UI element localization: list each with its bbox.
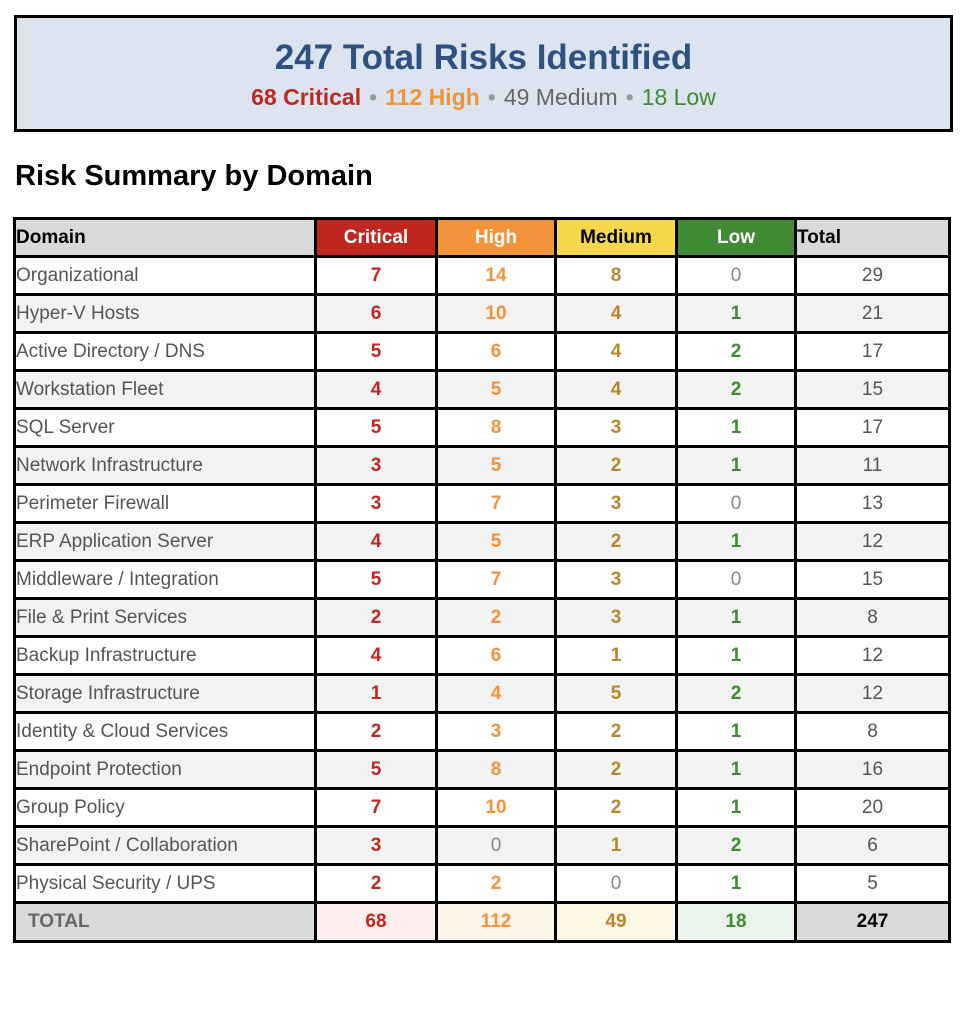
cell-domain: Group Policy (15, 789, 316, 827)
table-row (15, 333, 950, 371)
cell-low: 2 (677, 827, 796, 865)
table-row (15, 371, 950, 409)
cell-medium: 2 (556, 447, 677, 485)
table-row (15, 751, 950, 789)
totals-label: TOTAL (15, 903, 316, 942)
cell-low: 1 (677, 789, 796, 827)
cell-medium: 2 (556, 523, 677, 561)
cell-low: 1 (677, 295, 796, 333)
header-row (15, 219, 950, 257)
cell-medium: 2 (556, 751, 677, 789)
cell-critical: 6 (316, 295, 437, 333)
table-row (15, 409, 950, 447)
cell-domain: SharePoint / Collaboration (15, 827, 316, 865)
cell-critical: 7 (316, 789, 437, 827)
cell-medium: 4 (556, 333, 677, 371)
cell-total: 8 (796, 713, 950, 751)
cell-low: 1 (677, 713, 796, 751)
table-row (15, 599, 950, 637)
cell-high: 5 (437, 371, 556, 409)
cell-high: 14 (437, 257, 556, 295)
header-high: High (437, 219, 556, 257)
cell-high: 2 (437, 865, 556, 903)
banner-breakdown (17, 83, 950, 111)
low-count: 18 Low (641, 84, 716, 110)
banner-title: 247 Total Risks Identified (274, 38, 693, 77)
high-count: 112 High (385, 84, 480, 110)
cell-low: 1 (677, 447, 796, 485)
cell-critical: 4 (316, 637, 437, 675)
header-low: Low (677, 219, 796, 257)
cell-critical: 5 (316, 751, 437, 789)
cell-critical: 2 (316, 599, 437, 637)
cell-high: 0 (437, 827, 556, 865)
totals-row (15, 903, 950, 942)
cell-critical: 7 (316, 257, 437, 295)
cell-medium: 3 (556, 485, 677, 523)
risk-summary-table (13, 217, 951, 943)
cell-domain: Workstation Fleet (15, 371, 316, 409)
cell-high: 7 (437, 561, 556, 599)
cell-total: 6 (796, 827, 950, 865)
cell-medium: 4 (556, 371, 677, 409)
cell-low: 0 (677, 257, 796, 295)
cell-high: 2 (437, 599, 556, 637)
cell-medium: 0 (556, 865, 677, 903)
cell-total: 15 (796, 371, 950, 409)
cell-medium: 2 (556, 789, 677, 827)
header-domain: Domain (15, 219, 316, 257)
cell-critical: 4 (316, 371, 437, 409)
cell-high: 10 (437, 295, 556, 333)
cell-high: 5 (437, 447, 556, 485)
header-total: Total (796, 219, 950, 257)
cell-medium: 3 (556, 409, 677, 447)
cell-total: 12 (796, 637, 950, 675)
cell-high: 6 (437, 637, 556, 675)
table-row (15, 789, 950, 827)
header-critical: Critical (316, 219, 437, 257)
cell-total: 29 (796, 257, 950, 295)
cell-domain: Hyper-V Hosts (15, 295, 316, 333)
separator-dot: • (625, 84, 634, 110)
cell-domain: File & Print Services (15, 599, 316, 637)
table-row (15, 561, 950, 599)
cell-high: 7 (437, 485, 556, 523)
table-row (15, 827, 950, 865)
cell-low: 2 (677, 333, 796, 371)
cell-total: 21 (796, 295, 950, 333)
cell-domain: Endpoint Protection (15, 751, 316, 789)
cell-total: 16 (796, 751, 950, 789)
cell-critical: 3 (316, 827, 437, 865)
cell-total: 20 (796, 789, 950, 827)
table-row (15, 523, 950, 561)
table-row (15, 447, 950, 485)
cell-high: 8 (437, 409, 556, 447)
cell-low: 0 (677, 485, 796, 523)
cell-medium: 3 (556, 599, 677, 637)
cell-low: 1 (677, 523, 796, 561)
cell-low: 1 (677, 751, 796, 789)
table-row (15, 295, 950, 333)
totals-critical: 68 (316, 903, 437, 942)
cell-total: 15 (796, 561, 950, 599)
cell-high: 10 (437, 789, 556, 827)
cell-total: 17 (796, 333, 950, 371)
cell-high: 4 (437, 675, 556, 713)
totals-medium: 49 (556, 903, 677, 942)
cell-low: 2 (677, 371, 796, 409)
section-title: Risk Summary by Domain (15, 160, 373, 192)
cell-total: 8 (796, 599, 950, 637)
table-row (15, 675, 950, 713)
table-row (15, 257, 950, 295)
cell-domain: SQL Server (15, 409, 316, 447)
cell-low: 1 (677, 409, 796, 447)
totals-total: 247 (796, 903, 950, 942)
cell-high: 5 (437, 523, 556, 561)
cell-medium: 8 (556, 257, 677, 295)
cell-medium: 3 (556, 561, 677, 599)
cell-critical: 2 (316, 713, 437, 751)
totals-low: 18 (677, 903, 796, 942)
table-row (15, 865, 950, 903)
table-row (15, 485, 950, 523)
cell-domain: Physical Security / UPS (15, 865, 316, 903)
cell-total: 11 (796, 447, 950, 485)
cell-medium: 2 (556, 713, 677, 751)
cell-total: 5 (796, 865, 950, 903)
cell-critical: 1 (316, 675, 437, 713)
header-medium: Medium (556, 219, 677, 257)
cell-high: 6 (437, 333, 556, 371)
totals-high: 112 (437, 903, 556, 942)
table-row (15, 713, 950, 751)
cell-high: 8 (437, 751, 556, 789)
separator-dot: • (369, 84, 378, 110)
cell-low: 2 (677, 675, 796, 713)
cell-domain: Middleware / Integration (15, 561, 316, 599)
cell-low: 0 (677, 561, 796, 599)
table-row (15, 637, 950, 675)
cell-critical: 3 (316, 447, 437, 485)
cell-domain: Storage Infrastructure (15, 675, 316, 713)
cell-medium: 5 (556, 675, 677, 713)
cell-domain: Backup Infrastructure (15, 637, 316, 675)
cell-medium: 1 (556, 637, 677, 675)
cell-critical: 4 (316, 523, 437, 561)
cell-critical: 2 (316, 865, 437, 903)
cell-critical: 3 (316, 485, 437, 523)
cell-domain: Network Infrastructure (15, 447, 316, 485)
cell-critical: 5 (316, 561, 437, 599)
cell-domain: ERP Application Server (15, 523, 316, 561)
cell-medium: 1 (556, 827, 677, 865)
cell-total: 17 (796, 409, 950, 447)
critical-count: 68 Critical (251, 84, 362, 110)
cell-low: 1 (677, 865, 796, 903)
cell-total: 12 (796, 675, 950, 713)
cell-low: 1 (677, 637, 796, 675)
cell-critical: 5 (316, 409, 437, 447)
cell-domain: Active Directory / DNS (15, 333, 316, 371)
cell-total: 12 (796, 523, 950, 561)
cell-total: 13 (796, 485, 950, 523)
cell-medium: 4 (556, 295, 677, 333)
cell-critical: 5 (316, 333, 437, 371)
cell-high: 3 (437, 713, 556, 751)
cell-domain: Perimeter Firewall (15, 485, 316, 523)
separator-dot: • (487, 84, 496, 110)
summary-banner (14, 15, 953, 132)
cell-domain: Organizational (15, 257, 316, 295)
cell-low: 1 (677, 599, 796, 637)
medium-count: 49 Medium (503, 84, 618, 110)
cell-domain: Identity & Cloud Services (15, 713, 316, 751)
